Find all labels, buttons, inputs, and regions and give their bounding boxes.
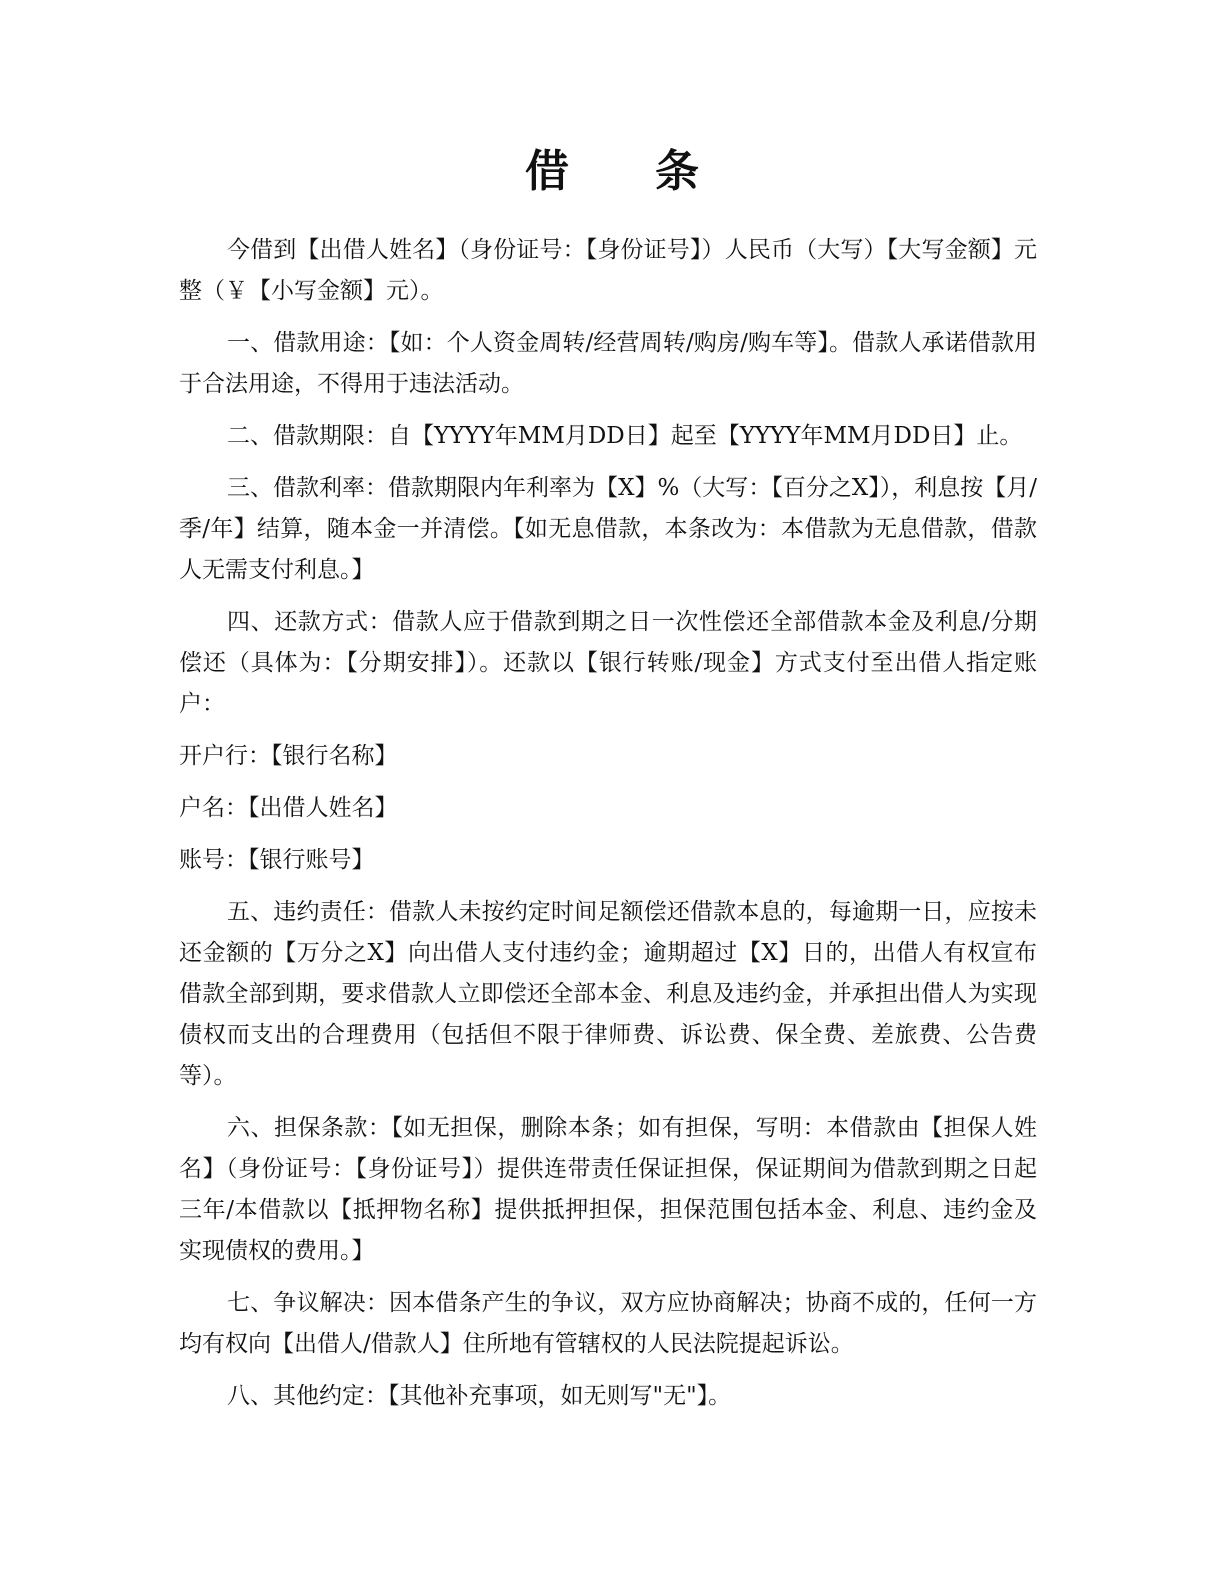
title-char-1: 借 xyxy=(525,146,569,197)
paragraph-loan-term: 二、借款期限：自【YYYY年MM月DD日】起至【YYYY年MM月DD日】止。 xyxy=(227,423,1023,449)
paragraph-bank-name: 开户行：【银行名称】 xyxy=(179,743,398,769)
document-title xyxy=(0,140,1224,204)
document-body xyxy=(179,230,1037,1428)
paragraph-loan-purpose: 一、借款用途：【如：个人资金周转/经营周转/购房/购车等】。借款人承诺借款用于合法用途，不得用于违法活动。 xyxy=(179,330,1037,397)
paragraph-other-terms: 八、其他约定：【其他补充事项，如无则写"无"】。 xyxy=(227,1383,732,1409)
paragraph-guarantee: 六、担保条款：【如无担保，删除本条；如有担保，写明：本借款由【担保人姓名】（身份证号：【身份证号】）提供连带责任保证担保，保证期间为借款到期之日起三年/本借款以【抵押物名称】提供抵押担保，担保范围包括本金、利息、违约金及实现债权的费用。】 xyxy=(179,1115,1037,1264)
paragraph-account-name: 户名：【出借人姓名】 xyxy=(179,795,398,821)
paragraph-interest-rate: 三、借款利率：借款期限内年利率为【X】%（大写：【百分之X】），利息按【月/季/年】结算，随本金一并清偿。【如无息借款，本条改为：本借款为无息借款，借款人无需支付利息。】 xyxy=(179,475,1037,583)
paragraph-repayment-method: 四、还款方式：借款人应于借款到期之日一次性偿还全部借款本金及利息/分期偿还（具体为：【分期安排】）。还款以【银行转账/现金】方式支付至出借人指定账户： xyxy=(179,609,1037,717)
paragraph-intro: 今借到【出借人姓名】（身份证号：【身份证号】）人民币（大写）【大写金额】元整（￥【小写金额】元）。 xyxy=(179,237,1037,304)
paragraph-breach-liability: 五、违约责任：借款人未按约定时间足额偿还借款本息的，每逾期一日，应按未还金额的【万分之X】向出借人支付违约金；逾期超过【X】日的，出借人有权宣布借款全部到期，要求借款人立即偿还全部本金、利息及违约金，并承担出借人为实现债权而支出的合理费用（包括但不限于律师费、诉讼费、保全费、差旅费、公告费等）。 xyxy=(179,899,1037,1089)
paragraph-dispute-resolution: 七、争议解决：因本借条产生的争议，双方应协商解决；协商不成的，任何一方均有权向【出借人/借款人】住所地有管辖权的人民法院提起诉讼。 xyxy=(179,1290,1037,1357)
paragraph-account-number: 账号：【银行账号】 xyxy=(179,847,375,873)
title-char-2: 条 xyxy=(655,146,699,197)
